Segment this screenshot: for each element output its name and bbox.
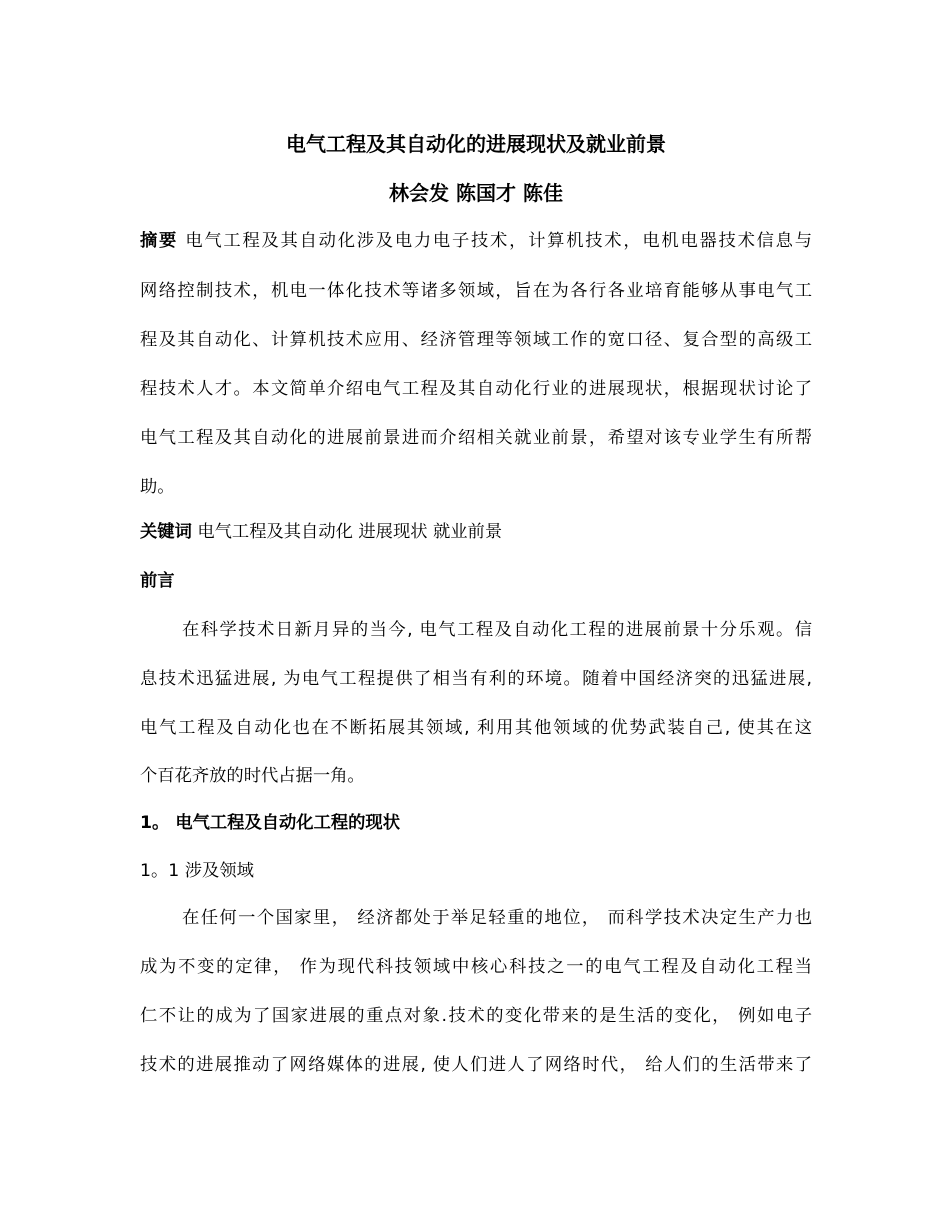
section-line: 成为不变的定律， 作为现代科技领域中核心科技之一的电气工程及自动化工程当: [140, 957, 812, 977]
section-heading: 1。 电气工程及自动化工程的现状: [140, 813, 400, 833]
abstract-line: 助。: [140, 477, 175, 497]
section-line: 在任何一个国家里， 经济都处于举足轻重的地位， 而科学技术决定生产力也: [182, 908, 812, 928]
keywords-label: 关键词: [140, 522, 192, 542]
preface-line: 个百花齐放的时代占据一角。: [140, 766, 365, 786]
preface-line: 在科学技术日新月异的当今, 电气工程及自动化工程的进展前景十分乐观。信: [182, 620, 812, 640]
document-title: 电气工程及其自动化的进展现状及就业前景: [286, 132, 666, 156]
subsection-heading: 1。1 涉及领域: [140, 861, 254, 881]
keywords-text: 电气工程及其自动化 进展现状 就业前景: [191, 522, 503, 542]
section-line: 仁不让的成为了国家进展的重点对象.技术的变化带来的是生活的变化， 例如电子: [140, 1006, 812, 1026]
preface-heading: 前言: [140, 571, 175, 591]
section-line: 技术的进展推动了网络媒体的进展, 使人们进人了网络时代， 给人们的生活带来了: [140, 1055, 812, 1075]
abstract-line: 程技术人才。本文简单介绍电气工程及其自动化行业的进展现状，根据现状讨论了: [140, 379, 812, 399]
preface-line: 息技术迅猛进展, 为电气工程提供了相当有利的环境。随着中国经济突的迅猛进展,: [140, 669, 812, 689]
keywords-line: [140, 519, 812, 545]
abstract-line: [140, 228, 812, 254]
abstract-text: 电气工程及其自动化涉及电力电子技术，计算机技术，电机电器技术信息与: [178, 231, 812, 251]
abstract-line: 网络控制技术，机电一体化技术等诸多领域，旨在为各行各业培育能够从事电气工: [140, 281, 812, 301]
abstract-line: 电气工程及其自动化的进展前景进而介绍相关就业前景，希望对该专业学生有所帮: [140, 428, 812, 448]
abstract-line: 程及其自动化、计算机技术应用、经济管理等领域工作的宽口径、复合型的高级工: [140, 330, 812, 350]
abstract-label: 摘要: [140, 231, 179, 251]
preface-line: 电气工程及自动化也在不断拓展其领域, 利用其他领域的优势武装自己, 使其在这: [140, 718, 812, 738]
document-authors: 林会发 陈国才 陈佳: [389, 181, 563, 205]
